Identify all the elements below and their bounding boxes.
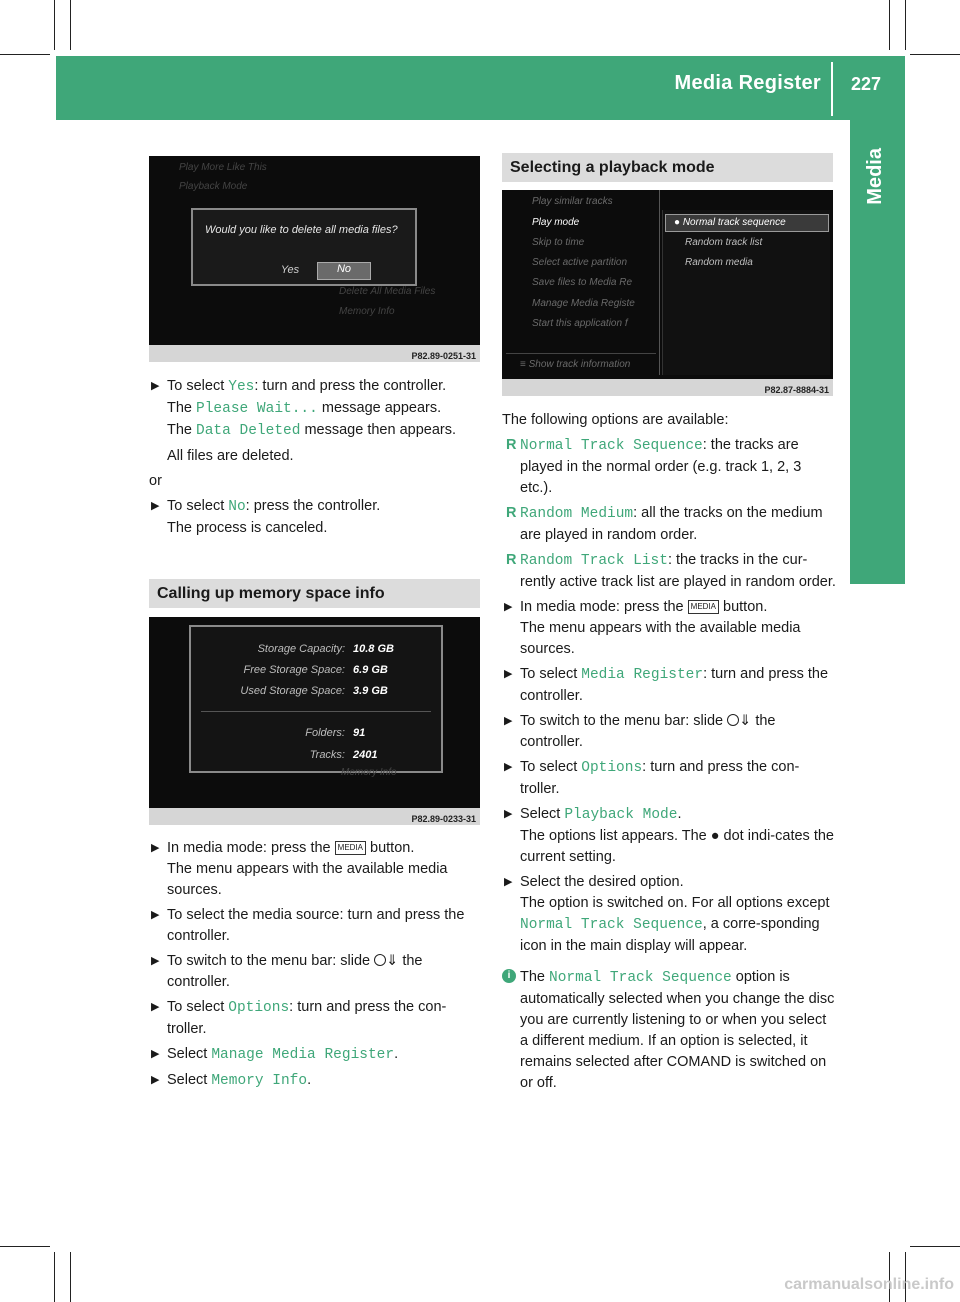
step-arrow-icon: ▶	[151, 1048, 160, 1060]
crop-mark	[70, 0, 71, 50]
info-row: Used Storage Space: 3.9 GB	[240, 685, 388, 697]
info-note: i The Normal Track Sequence option is automatically selected when you change the disc you are currently listening to or when you select a different medium. If an option is selected, it remains selected after COMAND is switched on or off.	[502, 967, 836, 1094]
bullet-item: R Random Track List: the tracks in the cur-rently active track list are played in random order.	[506, 552, 836, 590]
image-code: P82.87-8884-31	[764, 385, 829, 395]
chapter-tab-marker	[850, 540, 905, 584]
ghost-menu-item: Delete All Media Files	[339, 286, 436, 297]
controller-slide-icon	[374, 954, 386, 966]
step: ▶ To select Options: turn and press the con-troller.	[504, 759, 800, 797]
menu-divider	[506, 353, 656, 354]
step-arrow-icon: ▶	[151, 1074, 160, 1086]
menu-item: Start this application f	[532, 318, 628, 329]
bullet-icon: R	[506, 437, 517, 453]
step-arrow-icon: ▶	[151, 842, 160, 854]
screenshot-footer	[149, 808, 480, 825]
info-row: Tracks: 2401	[309, 749, 378, 761]
step-arrow-icon: ▶	[504, 601, 513, 613]
step-arrow-icon: ▶	[504, 668, 513, 680]
step: ▶ In media mode: press the MEDIA button. The menu appears with the available media sources.	[151, 840, 448, 898]
image-code: P82.89-0251-31	[411, 351, 476, 361]
info-row: Free Storage Space: 6.9 GB	[243, 664, 388, 676]
bullet-icon: R	[506, 552, 517, 568]
menu-item: Save files to Media Re	[532, 277, 633, 288]
media-button-icon: MEDIA	[335, 841, 366, 855]
step-arrow-icon: ▶	[504, 808, 513, 820]
step-arrow-icon: ▶	[504, 876, 513, 888]
step-arrow-icon: ▶	[504, 715, 513, 727]
info-row: Storage Capacity: 10.8 GB	[257, 643, 394, 655]
ghost-menu-item: Memory Info	[341, 767, 397, 778]
chapter-tab	[850, 120, 905, 540]
ghost-menu-item: Playback Mode	[179, 181, 248, 192]
screenshot-delete-dialog	[149, 156, 480, 362]
section-heading-playback: Selecting a playback mode	[502, 153, 833, 182]
menu-item: Skip to time	[532, 237, 585, 248]
step: ▶ Select Playback Mode. The options list appears. The ● dot indi-cates the current setting.	[504, 806, 834, 865]
crop-mark	[889, 0, 890, 50]
step: ▶ To select Yes: turn and press the controller. The Please Wait... message appears. The Data Deleted message then appears. All files are deleted.	[151, 378, 457, 464]
step: ▶ To select Media Register: turn and press the controller.	[504, 666, 829, 704]
dialog-question: Would you like to delete all media files?	[205, 224, 398, 236]
menu-item: Play similar tracks	[532, 196, 613, 207]
ghost-menu-item: Memory Info	[339, 306, 395, 317]
screenshot-memory-info	[149, 617, 480, 825]
options-panel	[662, 210, 830, 375]
step: ▶ Select Manage Media Register.	[151, 1046, 399, 1063]
media-button-icon: MEDIA	[688, 600, 719, 614]
yes-button[interactable]: Yes	[280, 264, 300, 276]
panel-divider	[201, 711, 431, 712]
info-icon: i	[502, 969, 516, 983]
crop-mark	[910, 1246, 960, 1247]
right-text-block: The following options are available: R Normal Track Sequence: the tracks are played in the normal order (e.g. track 1, 2, 3 etc.). R Random Medium: all the tracks on the medium are played in random order. R Random Track List: the tracks in the cur-rently active track list are played in random order. ▶ In media mode: press the MEDIA button. The menu appears with the available media sources. ▶ To select Media Register: turn and press the controller. ▶ To switch to the menu bar: slide ⇓ the controller. ▶ To select Options: turn and press the con-troller. ▶ Select Playback Mode. The options list appears. The ● dot indi-cates the current setting. ▶ Select the desired option. The option is switched on. For all options except Normal Track Sequence, a corre-sponding icon in the main display will appear. i The Normal Track Sequence option is automatically selected when you change the disc you are currently listening to or when you select a different medium. If an option is selected, it remains selected after COMAND is switched on or off.	[502, 410, 836, 1094]
step-arrow-icon: ▶	[151, 909, 160, 921]
step: ▶ To select Options: turn and press the con-troller.	[151, 999, 447, 1037]
menu-item: ≡ Show track information	[520, 359, 631, 370]
menu-item: Manage Media Registe	[532, 298, 635, 309]
option-normal-track-sequence[interactable]: ● Normal track sequence	[665, 214, 829, 232]
step-arrow-icon: ▶	[504, 761, 513, 773]
screenshot-playback-mode	[502, 190, 833, 396]
crop-mark	[0, 54, 50, 55]
memory-info-panel	[189, 625, 443, 773]
step-arrow-icon: ▶	[151, 1001, 160, 1013]
left-text-block-1: ▶ To select Yes: turn and press the controller. The Please Wait... message appears. The Data Deleted message then appears. All files are deleted. or ▶ To select No: press the controller. The process is canceled.	[149, 376, 484, 539]
chapter-tab-label: Media	[864, 148, 886, 205]
step: ▶ To select No: press the controller. The process is canceled.	[151, 498, 381, 536]
no-button[interactable]: No	[317, 262, 371, 280]
crop-mark	[910, 54, 960, 55]
section-heading-memory: Calling up memory space info	[149, 579, 480, 608]
watermark: carmanualsonline.info	[784, 1276, 954, 1293]
delete-dialog	[191, 208, 417, 286]
column-divider	[659, 190, 660, 375]
option-random-media[interactable]: Random media	[685, 257, 753, 268]
crop-mark	[54, 1252, 55, 1302]
menu-item: Select active partition	[532, 257, 628, 268]
image-code: P82.89-0233-31	[411, 814, 476, 824]
screenshot-footer	[149, 345, 480, 362]
step: ▶ Select Memory Info.	[151, 1072, 312, 1089]
header-divider	[831, 62, 833, 116]
step: ▶ To switch to the menu bar: slide ⇓ the controller.	[151, 953, 423, 990]
page-title: Media Register	[674, 72, 821, 94]
menu-item: Play mode	[532, 217, 580, 228]
crop-mark	[54, 0, 55, 50]
ghost-menu-item: Play More Like This	[179, 162, 267, 173]
screenshot-footer	[502, 379, 833, 396]
page-number: 227	[850, 74, 881, 94]
step-arrow-icon: ▶	[151, 500, 160, 512]
step-arrow-icon: ▶	[151, 955, 160, 967]
step-arrow-icon: ▶	[151, 380, 160, 392]
left-text-block-2	[149, 838, 484, 1092]
crop-mark	[905, 0, 906, 50]
step: ▶ To switch to the menu bar: slide ⇓ the controller.	[504, 713, 776, 750]
crop-mark	[70, 1252, 71, 1302]
bullet-item: R Random Medium: all the tracks on the medium are played in random order.	[506, 505, 823, 543]
page-header	[56, 56, 905, 120]
bullet-item: R Normal Track Sequence: the tracks are played in the normal order (e.g. track 1, 2, 3 etc.).	[506, 437, 802, 496]
option-random-track-list[interactable]: Random track list	[685, 237, 763, 248]
bullet-icon: R	[506, 505, 517, 521]
info-row: Folders: 91	[305, 727, 366, 739]
step: ▶ To select the media source: turn and press the controller.	[151, 907, 465, 944]
step: ▶ In media mode: press the MEDIA button. The menu appears with the available media sources.	[504, 599, 801, 657]
step: ▶ Select the desired option. The option is switched on. For all options except Normal Track Sequence, a corre-sponding icon in the main display will appear.	[504, 874, 830, 954]
controller-slide-icon	[727, 714, 739, 726]
crop-mark	[0, 1246, 50, 1247]
